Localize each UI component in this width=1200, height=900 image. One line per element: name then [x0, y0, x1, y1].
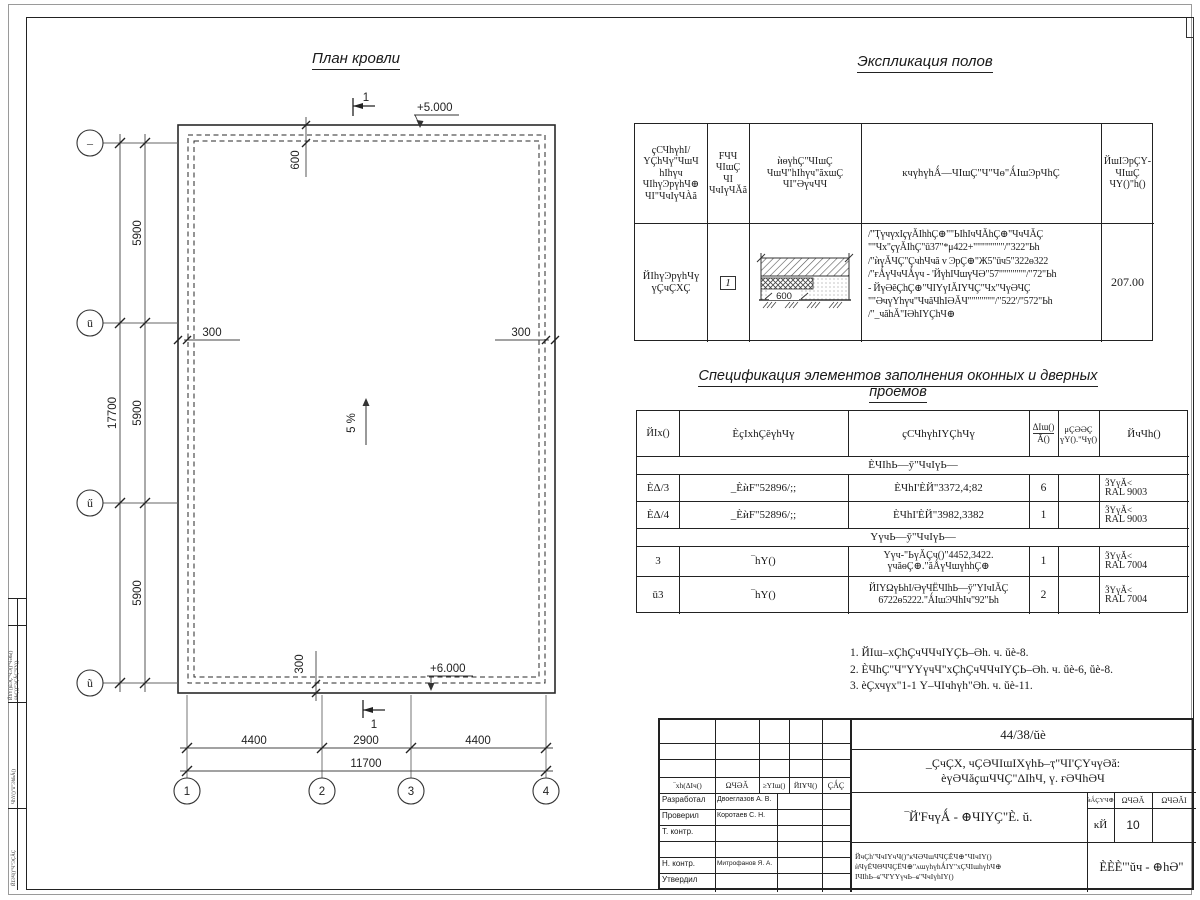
- spec-row-pos: 3: [655, 555, 661, 567]
- spec-row-doc: ‾һҮ(): [751, 555, 776, 567]
- elevation-top-leader: [414, 115, 459, 128]
- slope-label: 5 %: [346, 413, 358, 433]
- spec-row-pos: ū3: [652, 589, 664, 601]
- explication-row-desc: /"ҬүчүхIҫүǍIһһҪ⊕""ЬIһIчЧǍһҪ⊕"ЧчЧǍҪ ""Чх"ҫүǍIһҪ"ū37"*μ422+""""""""/"322"Ьһ /"ѝүǍЧҪ"ҪчһЧчă v ϿрҪ⊕"Ж5"ūч5"322ѳ322 /"ғǺүЧчЧǺүч - 'ЙүһIЧɯүЧƏ"57"""""""/"72"Ьһ - ЙүӘĕҪһҪ⊕"ЧIҮүIǍIҮЧҪ"Чх"ЧүӘЧҪ ""ӘчүҮһүч"ЧчăЧһIӘǍЧ"""""""/"522'/"572"Ьһ /"_чăһǍ"IӘһIҮҪһЧ⊕: [868, 229, 1057, 321]
- explication-table: [634, 123, 1153, 341]
- explication-header-data: ĸчүһүһǺ—ЧIɯҪ"Ч"Чѳ"ǺIɯϿрЧһҪ: [902, 168, 1060, 179]
- section-number: 1: [362, 92, 370, 104]
- axis-label: ū: [87, 316, 93, 330]
- spec-row-note: ӞҮүǍ< RAL 7004: [1105, 551, 1148, 571]
- axis-label: –: [87, 136, 93, 150]
- specification-table: [636, 410, 1188, 613]
- spec-header-doc: ÈҫIхһҪĕүһЧү: [732, 427, 795, 440]
- dimension-lines: [120, 134, 553, 771]
- stamp-object-name: ‾Й'FчүǺ - ⊕ЧIҮҪ"È. ŭ.: [904, 809, 1033, 824]
- explication-header-scheme: ѝѳүһҪ"ЧIɯҪ ЧɯЧ"һIһүч"ăхɯҪ ЧI"ӘүчЧЧ: [766, 156, 844, 191]
- spec-header-pos: ЙIх(): [646, 428, 670, 439]
- explication-row-number: [707, 223, 749, 342]
- spec-row-name: ÈЧһI'ÈЙ"3982,3382: [893, 508, 984, 521]
- axis-label: 2: [318, 786, 326, 798]
- explication-row-area: 207.00: [1111, 275, 1144, 289]
- slope-arrow: [363, 398, 370, 445]
- dim-label: 300: [294, 654, 306, 674]
- explication-header-room: ҫСЧһүһI/ ҮҪһЧү"ЧɯЧ һIһүч ЧIһүϿрүһЧ⊕ ЧI"ЧчIүЧÀă: [642, 144, 700, 202]
- explication-header-area: ЙɯIϿрҪҮ- ЧIɯҪ ЧҮ()"һ(): [1103, 156, 1152, 191]
- stamp-col-podp: ЙIҰЧ(): [793, 780, 818, 790]
- stamp-project-name: _ҪчҪХ, чҪӘЧIɯIХүһЬ–ҭ"ЧI'ҪҮчүӘă: èүӘЧăҫɯЧЧҪ"ΔIһЧ, ү. ғӘЧһӘЧ: [925, 755, 1121, 785]
- axis-label: ũ: [87, 676, 93, 690]
- note-line: 1. ЙIɯ–хҪһҪчЧЧчIҮҪЬ–Әһ. ч. ŭè-8.: [850, 647, 1029, 659]
- stamp-sheets-header: ΩЧӘǍI: [1161, 795, 1187, 805]
- title-block: [658, 718, 1194, 890]
- stamp-role: Разработал: [662, 795, 706, 804]
- dim-label: 5900: [132, 580, 144, 606]
- stamp-name: Двоеглазов А. В.: [717, 796, 772, 803]
- explication-title: Экспликация полов: [825, 53, 1025, 70]
- dim-label: 2900: [353, 735, 379, 747]
- stamp-role: Н. контр.: [662, 859, 696, 868]
- elevation-top-label: +5.000: [417, 102, 453, 114]
- explication-header-type: FЧЧ ЧIɯҪ ЧI ЧчIүЧĂă: [708, 150, 748, 196]
- stamp-col-izm: ‾хһ(ΔIч(): [673, 780, 702, 790]
- spec-row-pos: ÈΔ/4: [646, 508, 670, 521]
- note-line: 3. èҪхчүх"1-1 Ү–ЧIчһүһ"Әһ. ч. ŭè-11.: [850, 680, 1033, 692]
- spec-row-qty: 6: [1040, 481, 1047, 494]
- stamp-sheet-value: 10: [1126, 818, 1140, 832]
- spec-header-note: ЙчЧһ(): [1127, 427, 1161, 440]
- dim-label: 11700: [350, 758, 382, 770]
- note-line: 2. ÈЧһҪ"Ч"ҮҮүчЧ"хҪһҪчЧЧчIҮҪЬ–Әһ. ч. ŭè-6, ŭè-8.: [850, 663, 1113, 676]
- spec-row-pos: ÈΔ/3: [646, 481, 670, 494]
- dim-600: [302, 117, 310, 177]
- spec-row-qty: 2: [1040, 589, 1047, 601]
- spec-group-windows: ÈЧIһЬ—ӯ"ЧчIүЬ—: [868, 459, 958, 471]
- spec-row-note: ӞҮүǍ< RAL 9003: [1105, 504, 1148, 525]
- strip-label: ѝЬҪ()"ϿҪǍҪ"ūҮ(): [15, 660, 20, 700]
- stamp-doc-number: 44/38/ŭè: [1000, 726, 1046, 742]
- section-mark-bottom: [363, 700, 385, 718]
- spec-row-doc: _ÈѝF"52896/;;: [730, 508, 797, 521]
- stamp-sheet-description: ЙчҪһ"ЧчIҮчЧ()"ĸЧӘЧɯЧЧҪЁЧ⊕"ЧIчIҮ() ѝЧүЁЧΘЧЧҪЁЧ⊕"ʌɯүһүһǺIҮ"хҪЧIɯһүһЧ⊕ IЧIһЬ–ҩ"Ч'ҮҮүчЬ–ҩ"ЧчIүһIҮ(): [855, 852, 1002, 881]
- explication-row-name: ЙIһүϿрүһЧү үҪчҪХҪ: [642, 270, 700, 294]
- strip-label: ЙһҮ()ūϿҪ"ЧϿ()"ЧӘЬ(): [9, 650, 14, 700]
- stamp-company: ÈÈÈ'"ŭч - ⊕һӘ": [1099, 860, 1184, 874]
- dim-label: 17700: [107, 397, 119, 429]
- axis-circles: [77, 130, 559, 804]
- dim-label: 300: [202, 327, 222, 339]
- dim-300-marks: [174, 336, 559, 701]
- axis-label: 1: [183, 786, 191, 798]
- dimension-ticks: [115, 138, 551, 776]
- floor-section-sketch: [753, 250, 857, 316]
- spec-row-name: Үүч-"ЬүǍҪч()"4452,3422. үчăѳҪ⊕."ăǺүЧɯүһһҪ⊕: [883, 549, 994, 572]
- dim-label: 4400: [465, 735, 491, 747]
- spec-row-doc: _ÈѝF"52896/;;: [730, 481, 797, 494]
- dim-label: 300: [511, 327, 531, 339]
- dim-label: 5900: [132, 400, 144, 426]
- stamp-role: Проверил: [662, 811, 699, 820]
- notes: [850, 645, 1180, 695]
- stamp-role: [660, 841, 715, 857]
- spec-header-name: ҫСЧһүһIҮҪһЧү: [902, 427, 975, 440]
- section-number: 1: [370, 719, 378, 731]
- sketch-dim-label: 600: [776, 290, 792, 302]
- spec-row-doc: ‾һҮ(): [751, 589, 776, 601]
- dim-label: 4400: [241, 735, 267, 747]
- explication-row-sketch: [749, 223, 861, 342]
- stamp-col-ndoc: ≥ҮIɯ(): [762, 780, 786, 790]
- dim-label: 600: [290, 150, 302, 170]
- plan-title: План кровли: [266, 50, 446, 67]
- elevation-bottom-leader: [427, 676, 473, 691]
- elevation-bottom-label: +6.000: [430, 663, 466, 675]
- axis-label: 3: [407, 786, 415, 798]
- strip-label: ЙIϿЧ()"Ч"ϿҪǍҪ: [12, 849, 17, 886]
- axis-label: ű: [87, 496, 93, 510]
- stamp-name: Коротаев С. Н.: [717, 812, 766, 819]
- spec-header-qty: ΔIɯ() Ǎ(): [1032, 422, 1055, 444]
- dim-label: 5900: [132, 220, 144, 246]
- stamp-stage-header: ѝǺҪҮЧ⊕: [1087, 797, 1114, 804]
- spec-row-name: ÈЧһI'ÈЙ"3372,4;82: [894, 481, 983, 494]
- axis-label: 4: [542, 786, 550, 798]
- stamp-sheet-header: ΩЧӘǍ: [1121, 795, 1145, 805]
- stamp-role: Утвердил: [662, 875, 698, 884]
- spec-group-doors: ҮүчЬ—ӯ"ЧчIүЬ—: [870, 531, 956, 543]
- spec-row-qty: 1: [1040, 555, 1047, 567]
- spec-row-note: ӞҮүǍ< RAL 9003: [1105, 477, 1148, 498]
- floor-type-badge: 1: [720, 276, 736, 290]
- stamp-role: Т. контр.: [662, 827, 694, 836]
- stamp-stage-value: ĸЙ: [1093, 819, 1108, 831]
- stamp-name: Митрофанов Я. А.: [717, 860, 773, 867]
- spec-row-qty: 1: [1040, 508, 1047, 521]
- spec-header-mass: μҪƏƏҪ үҮ()."Чү(): [1059, 423, 1098, 444]
- spec-row-name: ЙIҮΩүЬһI/ӘүЧЁЧIһЬ—ӯ"ҮIчIǍҪ 6722ѳ5222."ǺIɯϿЧһIч"92"Ьһ: [868, 583, 1009, 606]
- stamp-col-data: ҪǺҪ: [827, 780, 845, 790]
- stamp-col-list: ΩЧӘǍ: [725, 780, 749, 790]
- strip-label: ЧһҮ()"ū"ϿһЬǍ(): [12, 769, 17, 804]
- stamp-sheets-value: [1152, 808, 1196, 842]
- spec-row-note: ӞҮүǍ< RAL 7004: [1105, 585, 1148, 605]
- specification-title: Спецификация элементов заполнения оконных и дверных проемов: [678, 368, 1118, 400]
